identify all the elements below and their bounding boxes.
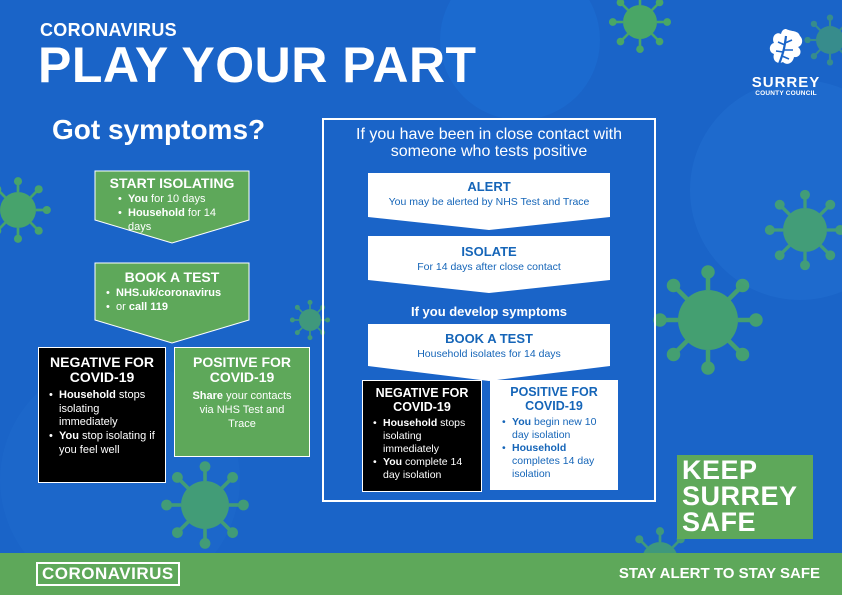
badge-line: SURREY xyxy=(682,481,798,511)
right-book-test-title: BOOK A TEST xyxy=(445,331,533,346)
right-negative-box xyxy=(362,380,482,492)
left-negative-title: NEGATIVE FOR COVID-19 xyxy=(50,354,154,386)
list-item: • You for 10 days xyxy=(116,193,242,207)
virus-icon xyxy=(653,265,763,375)
start-isolating-list xyxy=(116,193,242,234)
list-item: • Household for 14 days xyxy=(116,207,242,235)
poster-title: PLAY YOUR PART xyxy=(38,37,477,93)
alert-title: ALERT xyxy=(467,179,511,194)
footer-coronavirus-label: CORONAVIRUS xyxy=(36,562,180,586)
badge-line: SAFE xyxy=(682,507,757,537)
oak-leaf-logo-icon xyxy=(764,26,808,70)
right-book-test-box xyxy=(368,332,610,361)
virus-icon xyxy=(765,190,842,270)
right-negative-list xyxy=(371,417,477,483)
right-negative-title: NEGATIVE FOR COVID-19 xyxy=(375,386,469,414)
logo-name-line1: SURREY xyxy=(751,74,821,91)
right-positive-list xyxy=(500,416,612,482)
list-item: • Household stops isolating immediately xyxy=(47,389,157,430)
right-positive-title: POSITIVE FOR COVID-19 xyxy=(510,385,598,413)
list-item: • You complete 14 day isolation xyxy=(371,456,477,482)
left-positive-title: POSITIVE FOR COVID-19 xyxy=(192,354,291,386)
right-book-test-subtitle: Household isolates for 14 days xyxy=(417,348,561,361)
list-item: • You stop isolating if you feel well xyxy=(47,430,157,458)
close-contact-heading: If you have been in close contact with someone who tests positive xyxy=(356,126,622,160)
right-positive-box xyxy=(490,380,618,490)
list-item: • or call 119 xyxy=(104,301,244,315)
book-test-box xyxy=(94,270,250,315)
left-negative-box xyxy=(38,347,166,483)
badge-line: KEEP xyxy=(682,455,758,485)
book-test-list xyxy=(104,287,244,315)
develop-symptoms-label: If you develop symptoms xyxy=(410,304,568,319)
left-positive-box xyxy=(174,347,310,457)
alert-box xyxy=(368,180,610,209)
list-item: • Household completes 14 day isolation xyxy=(500,442,612,481)
book-test-title: BOOK A TEST xyxy=(124,269,220,285)
keep-surrey-safe-badge xyxy=(677,455,813,539)
poster-kicker: CORONAVIRUS xyxy=(40,20,177,40)
start-isolating-box xyxy=(94,176,250,235)
isolate-box xyxy=(368,245,610,274)
list-item: • Household stops isolating immediately xyxy=(371,417,477,456)
virus-icon xyxy=(161,461,249,549)
isolate-subtitle: For 14 days after close contact xyxy=(417,261,561,274)
isolate-title: ISOLATE xyxy=(461,244,517,259)
left-negative-list xyxy=(47,389,157,458)
got-symptoms-heading: Got symptoms? xyxy=(52,114,266,145)
list-item: • NHS.uk/coronavirus xyxy=(104,287,244,301)
surrey-county-council-logo xyxy=(748,26,824,98)
logo-name-line2: COUNTY COUNCIL xyxy=(755,90,817,97)
alert-subtitle: You may be alerted by NHS Test and Trace xyxy=(388,196,590,209)
left-positive-text: Share your contacts via NHS Test and Trace xyxy=(192,389,292,431)
footer-slogan: STAY ALERT TO STAY SAFE xyxy=(618,565,820,582)
start-isolating-title: START ISOLATING xyxy=(109,175,235,191)
list-item: • You begin new 10 day isolation xyxy=(500,416,612,442)
